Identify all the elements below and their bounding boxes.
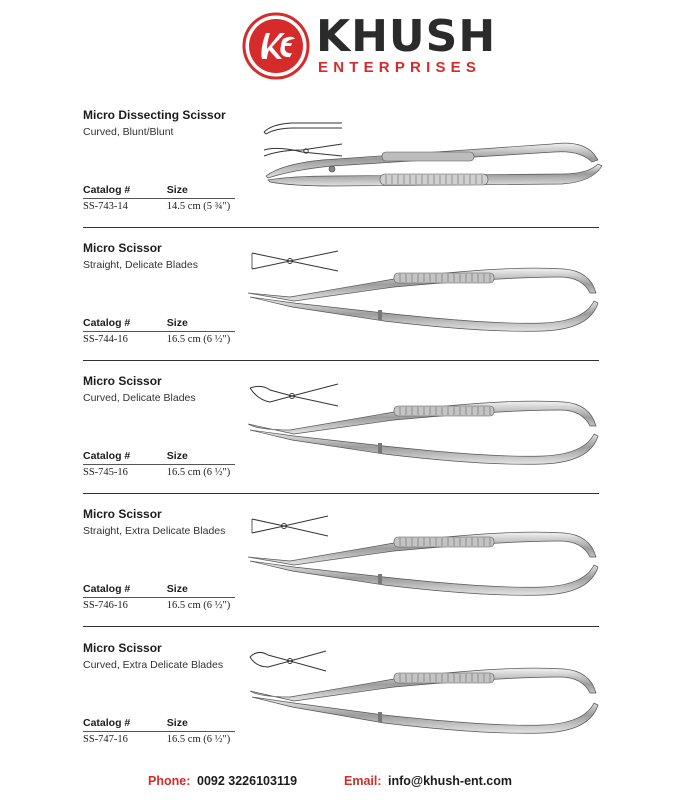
catalog-number: SS-743-14 <box>83 201 128 212</box>
khush-logo-icon <box>242 12 310 80</box>
product-entry <box>0 108 689 241</box>
scissor-photo-image <box>262 136 602 206</box>
scissor-photo-image <box>244 661 600 737</box>
spec-table <box>83 717 235 745</box>
catalog-number: SS-747-16 <box>83 734 128 745</box>
product-description: Straight, Delicate Blades <box>83 259 198 271</box>
size-value: 16.5 cm (6 ½") <box>166 334 231 345</box>
size-header: Size <box>166 317 188 329</box>
product-name: Micro Scissor <box>83 641 162 655</box>
phone-label: Phone: <box>148 774 191 788</box>
size-value: 16.5 cm (6 ½") <box>166 600 231 611</box>
catalog-number: SS-746-16 <box>83 600 128 611</box>
product-info <box>83 507 253 538</box>
section-divider <box>83 360 599 361</box>
product-info <box>83 241 253 272</box>
product-name: Micro Scissor <box>83 241 162 255</box>
size-value: 16.5 cm (6 ½") <box>166 467 231 478</box>
catalog-number: SS-745-16 <box>83 467 128 478</box>
contact-footer <box>0 774 689 792</box>
size-header: Size <box>166 583 188 595</box>
page-header <box>0 0 689 95</box>
size-header: Size <box>166 717 188 729</box>
brand-name: KHUSH <box>316 11 497 62</box>
product-entry <box>0 641 689 774</box>
section-divider <box>83 227 599 228</box>
section-divider <box>83 493 599 494</box>
scissor-photo-image <box>244 527 600 597</box>
size-header: Size <box>166 450 188 462</box>
product-description: Curved, Extra Delicate Blades <box>83 659 224 671</box>
product-description: Curved, Delicate Blades <box>83 392 196 404</box>
product-description: Straight, Extra Delicate Blades <box>83 525 226 537</box>
catalog-header: Catalog # <box>83 583 131 595</box>
catalog-header: Catalog # <box>83 717 131 729</box>
product-info <box>83 108 253 139</box>
brand-wordmark <box>316 11 497 76</box>
product-entry <box>0 241 689 374</box>
product-entry <box>0 507 689 640</box>
product-entry <box>0 374 689 507</box>
section-divider <box>83 626 599 627</box>
size-value: 16.5 cm (6 ½") <box>166 734 231 745</box>
brand-subtitle: ENTERPRISES <box>318 59 482 76</box>
size-value: 14.5 cm (5 ¾") <box>166 201 231 212</box>
product-name: Micro Scissor <box>83 374 162 388</box>
product-name: Micro Dissecting Scissor <box>83 108 226 122</box>
scissor-photo-image <box>244 396 600 466</box>
phone-number: 0092 3226103119 <box>197 774 298 788</box>
product-name: Micro Scissor <box>83 507 162 521</box>
catalog-header: Catalog # <box>83 184 131 196</box>
product-info <box>83 374 253 405</box>
spec-table <box>83 317 235 345</box>
email-address: info@khush-ent.com <box>388 774 512 788</box>
spec-table <box>83 184 235 212</box>
size-header: Size <box>166 184 188 196</box>
spec-table <box>83 583 235 611</box>
product-description: Curved, Blunt/Blunt <box>83 126 174 138</box>
product-info <box>83 641 253 672</box>
catalog-header: Catalog # <box>83 450 131 462</box>
catalog-header: Catalog # <box>83 317 131 329</box>
spec-table <box>83 450 235 478</box>
scissor-photo-image <box>244 263 600 333</box>
catalog-number: SS-744-16 <box>83 334 128 345</box>
email-label: Email: <box>344 774 382 788</box>
